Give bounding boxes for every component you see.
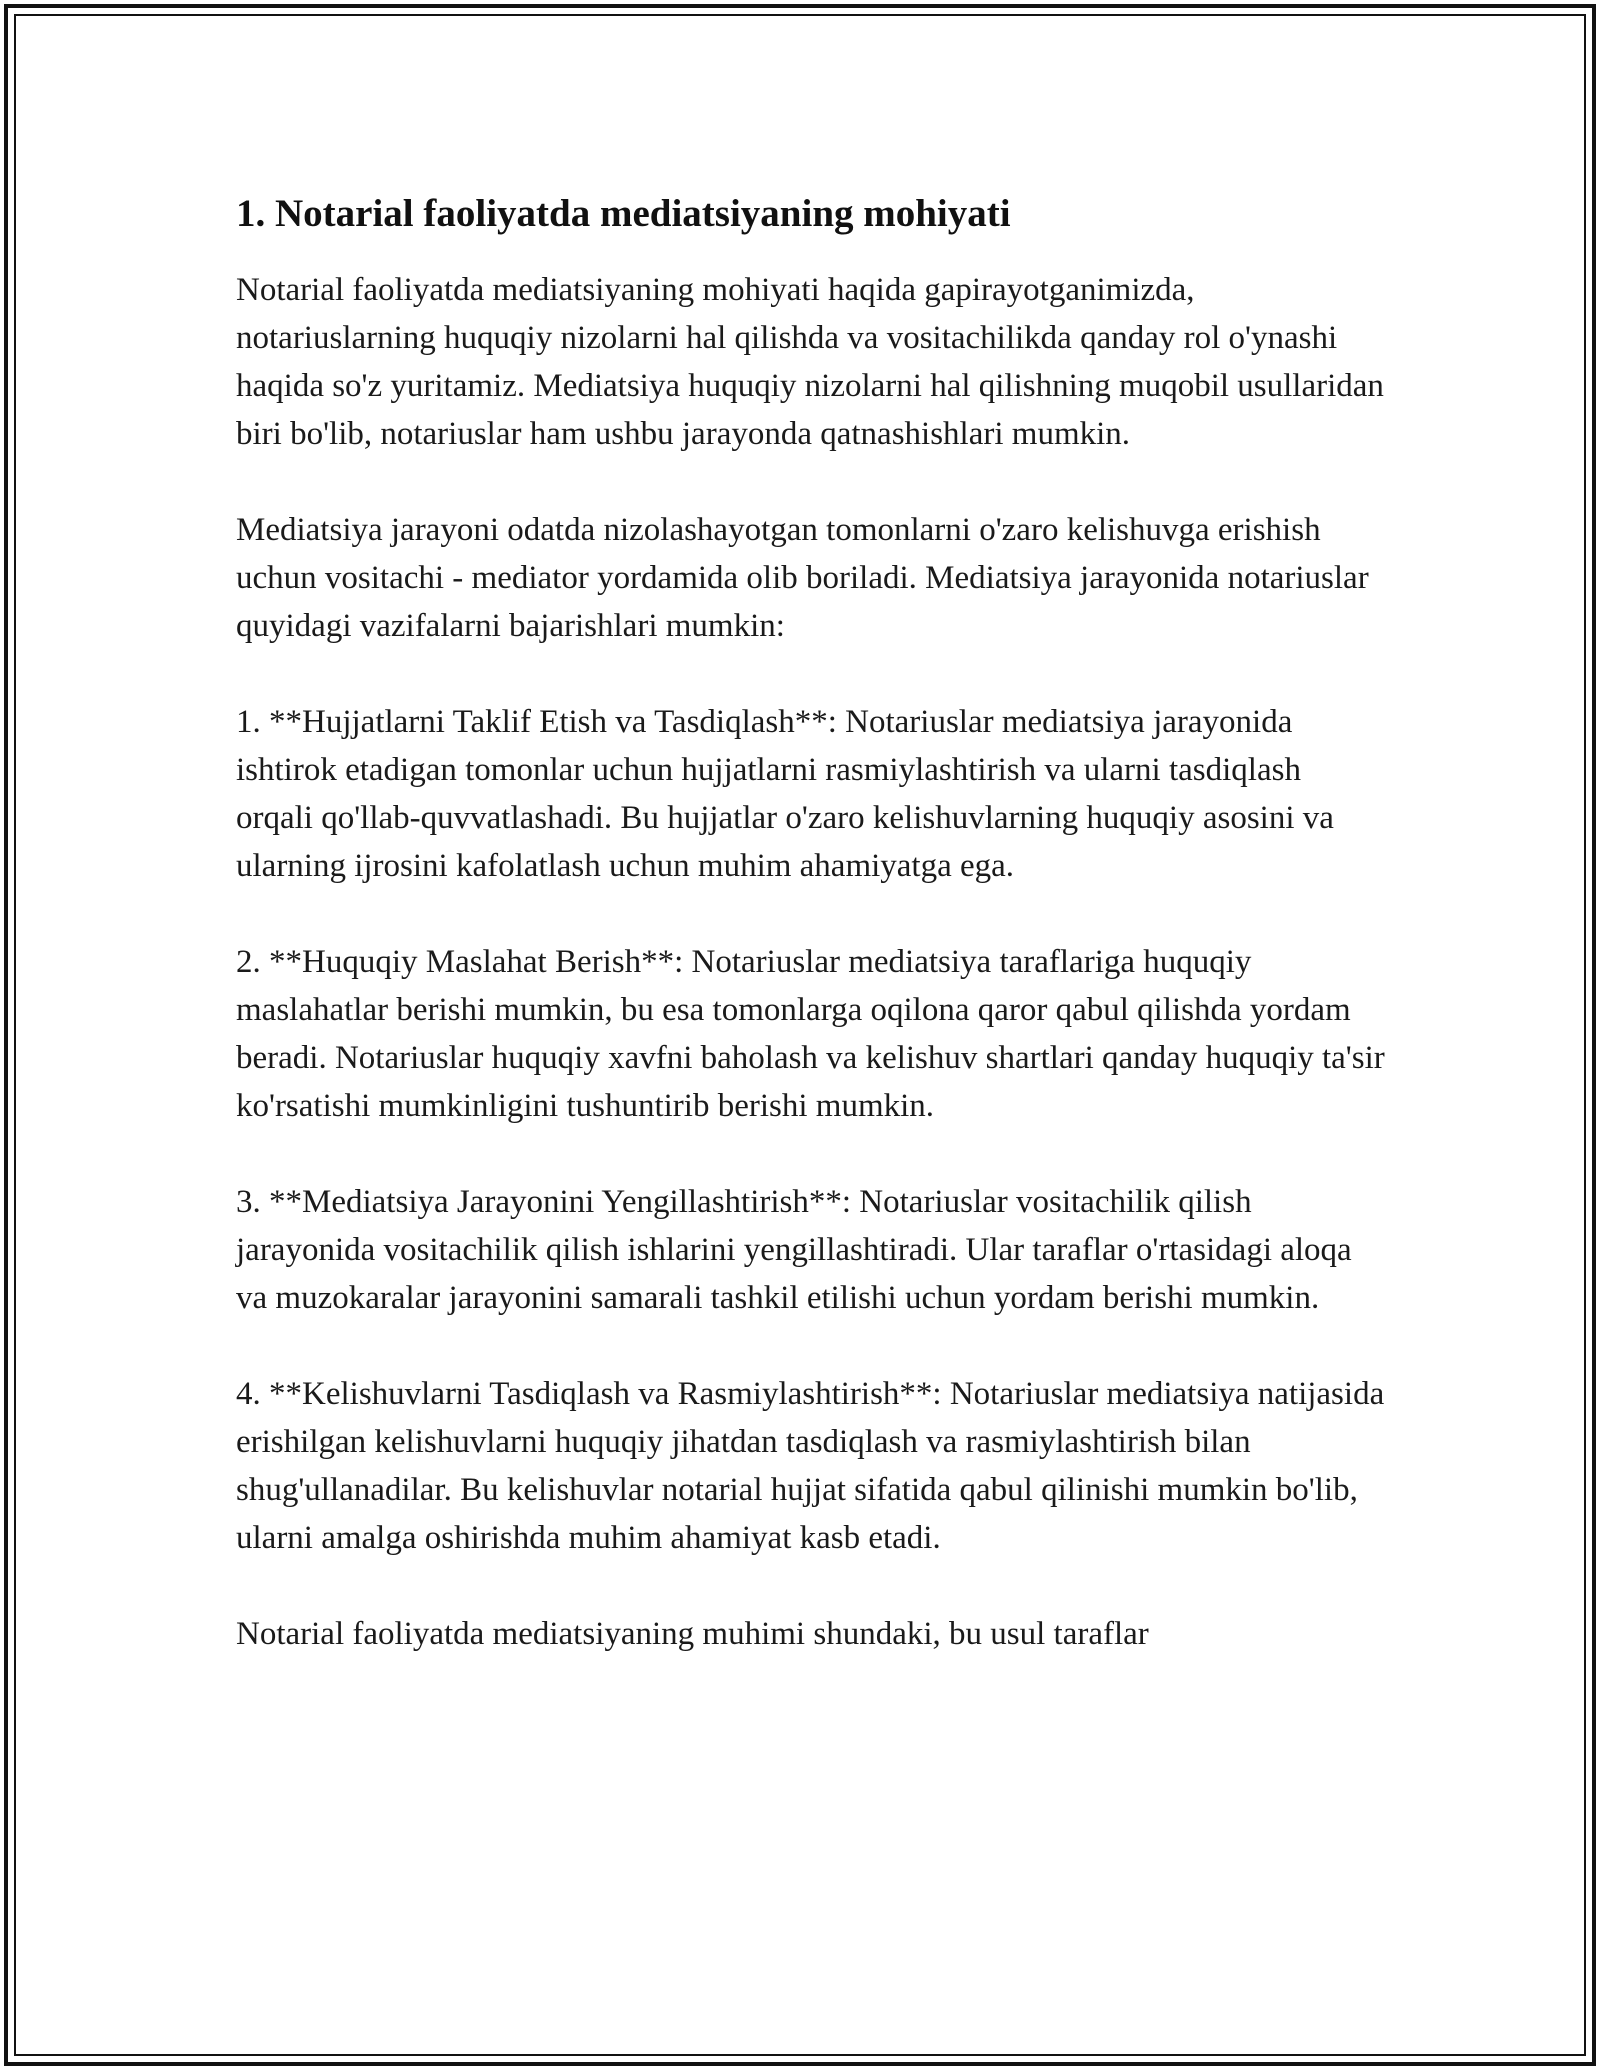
paragraph-intro: Notarial faoliyatda mediatsiyaning mohiyati haqida gapirayotganimizda, notariuslarning huquqiy nizolarni hal qilishda va vositachilikda qanday rol o'ynashi haqida so'z yuritamiz. Mediatsiya huquqiy nizolarni hal qilishning muqobil usullaridan biri bo'lib, notariuslar ham ushbu jarayonda qatnashishlari mumkin.	[236, 272, 1384, 452]
paragraph-mediation-process: Mediatsiya jarayoni odatda nizolashayotgan tomonlarni o'zaro kelishuvga erishish uchun vositachi - mediator yordamida olib boriladi. Mediatsiya jarayonida notariuslar quyidagi vazifalarni bajarishlari mumkin:	[236, 512, 1369, 644]
section-heading: 1. Notarial faoliyatda mediatsiyaning mohiyati	[236, 192, 1011, 235]
list-item-documents: 1. **Hujjatlarni Taklif Etish va Tasdiqlash**: Notariuslar mediatsiya jarayonida ishtirok etadigan tomonlar uchun hujjatlarni rasmiylashtirish va ularni tasdiqlash orqali qo'llab-quvvatlashadi. Bu hujjatlar o'zaro kelishuvlarning huquqiy asosini va ularning ijrosini kafolatlash uchun muhim ahamiyatga ega.	[236, 704, 1334, 884]
list-item-agreements: 4. **Kelishuvlarni Tasdiqlash va Rasmiylashtirish**: Notariuslar mediatsiya natijasida erishilgan kelishuvlarni huquqiy jihatdan tasdiqlash va rasmiylashtirish bilan shug'ullanadilar. Bu kelishuvlar notarial hujjat sifatida qabul qilinishi mumkin bo'lib, ularni amalga oshirishda muhim ahamiyat kasb etadi.	[236, 1376, 1385, 1556]
document-page	[236, 188, 1386, 1706]
paragraph-conclusion: Notarial faoliyatda mediatsiyaning muhimi shundaki, bu usul taraflar	[236, 1616, 1149, 1652]
list-item-legal-advice: 2. **Huquqiy Maslahat Berish**: Notariuslar mediatsiya taraflariga huquqiy maslahatlar berishi mumkin, bu esa tomonlarga oqilona qaror qabul qilishda yordam beradi. Notariuslar huquqiy xavfni baholash va kelishuv shartlari qanday huquqiy ta'sir ko'rsatishi mumkinligini tushuntirib berishi mumkin.	[236, 944, 1385, 1124]
list-item-facilitation: 3. **Mediatsiya Jarayonini Yengillashtirish**: Notariuslar vositachilik qilish jarayonida vositachilik qilish ishlarini yengillashtiradi. Ular taraflar o'rtasidagi aloqa va muzokaralar jarayonini samarali tashkil etilishi uchun yordam berishi mumkin.	[236, 1184, 1352, 1316]
